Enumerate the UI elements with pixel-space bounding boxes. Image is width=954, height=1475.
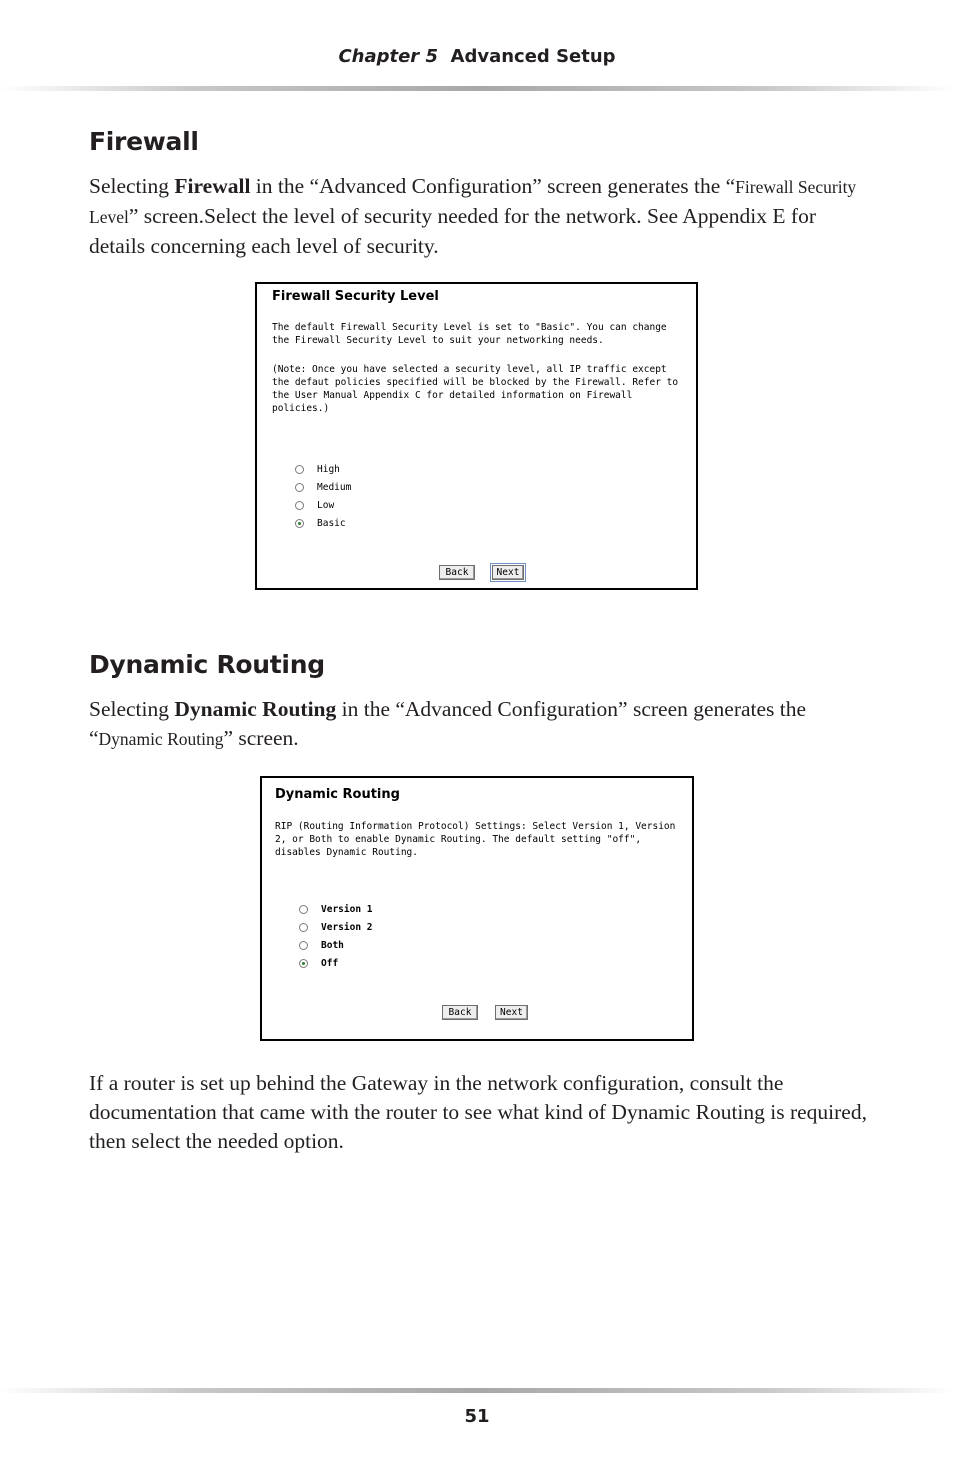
radio-option-off[interactable]: Off (299, 956, 338, 970)
radio-selected-icon[interactable] (295, 519, 304, 528)
firewall-paragraph: Selecting Firewall in the “Advanced Configuration” screen generates the “Firewall Security Level” screen.Select the level of security needed for the network. See Appendix E for details concerning each level of security. (89, 174, 857, 258)
screen-name-dynamic-routing: Dynamic Routing (98, 729, 224, 749)
radio-option-high[interactable]: High (295, 462, 340, 476)
chapter-label: Chapter 5 (338, 46, 438, 67)
next-button[interactable]: Next (495, 1005, 528, 1020)
radio-icon[interactable] (299, 923, 308, 932)
firewall-screenshot (255, 282, 698, 590)
radio-icon[interactable] (295, 501, 304, 510)
radio-option-basic[interactable]: Basic (295, 516, 346, 530)
router-instructions-paragraph: If a router is set up behind the Gateway in the network configuration, consult the documentation that came with the router to see what kind of Dynamic Routing is required, then select the needed option. (89, 1071, 867, 1153)
firewall-keyword: Firewall (174, 174, 251, 198)
radio-selected-icon[interactable] (299, 959, 308, 968)
radio-option-medium[interactable]: Medium (295, 480, 351, 494)
dynamic-routing-screen-description: RIP (Routing Information Protocol) Settings: Select Version 1, Version 2, or Both to enable Dynamic Routing. The default setting "off", disables Dynamic Routing. (275, 821, 676, 858)
page-header (0, 46, 954, 67)
back-button[interactable]: Back (442, 1005, 478, 1020)
radio-option-both[interactable]: Both (299, 938, 344, 952)
dynamic-routing-heading: Dynamic Routing (89, 650, 325, 679)
page-number: 51 (464, 1406, 490, 1427)
radio-option-version-1[interactable]: Version 1 (299, 902, 372, 916)
dynamic-routing-paragraph: Selecting Dynamic Routing in the “Advanced Configuration” screen generates the “Dynamic Routing” screen. (89, 697, 807, 750)
next-button[interactable]: Next (492, 565, 524, 580)
radio-icon[interactable] (295, 465, 304, 474)
header-rule (0, 86, 954, 91)
radio-icon[interactable] (299, 941, 308, 950)
radio-icon[interactable] (299, 905, 308, 914)
dynamic-routing-screen-title: Dynamic Routing (275, 787, 400, 802)
radio-option-low[interactable]: Low (295, 498, 334, 512)
firewall-screen-title: Firewall Security Level (272, 289, 439, 304)
firewall-heading: Firewall (89, 127, 199, 156)
screen-name-firewall: Firewall Security Level (89, 177, 857, 227)
footer-rule (0, 1388, 954, 1393)
dynamic-routing-screenshot (260, 776, 694, 1041)
firewall-screen-note: (Note: Once you have selected a security level, all IP traffic except the defaut policies specified will be blocked by the Firewall. Refer to the User Manual Appendix C for detailed information on Firewall policies.) (272, 364, 679, 414)
chapter-title: Advanced Setup (450, 46, 616, 67)
back-button[interactable]: Back (439, 565, 475, 580)
firewall-screen-description: The default Firewall Security Level is set to "Basic". You can change the Firewall Security Level to suit your networking needs. (272, 322, 667, 346)
radio-icon[interactable] (295, 483, 304, 492)
dynamic-routing-keyword: Dynamic Routing (174, 697, 337, 721)
radio-option-version-2[interactable]: Version 2 (299, 920, 372, 934)
